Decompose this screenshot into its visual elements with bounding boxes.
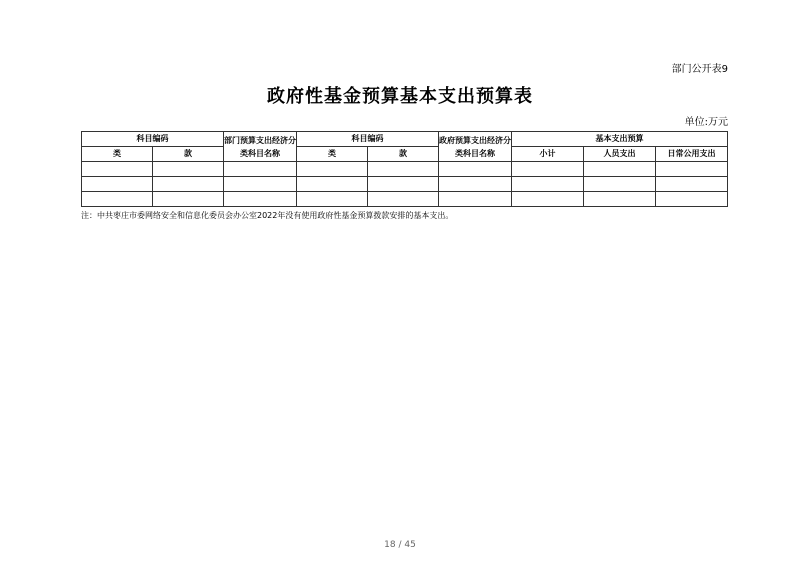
table-cell <box>153 192 224 207</box>
budget-table <box>81 131 728 207</box>
header-public: 日常公用支出 <box>656 147 728 162</box>
table-cell <box>368 162 439 177</box>
table-cell <box>368 177 439 192</box>
page-title: 政府性基金预算基本支出预算表 <box>267 86 533 107</box>
table-cell <box>656 192 728 207</box>
table-cell <box>656 162 728 177</box>
header-basic-budget: 基本支出预算 <box>512 132 728 147</box>
table-cell <box>439 177 512 192</box>
header-dept-econ-class: 部门预算支出经济分类科目名称 <box>224 132 297 162</box>
table-cell <box>297 192 368 207</box>
header-subtotal: 小计 <box>512 147 584 162</box>
header-lei-1: 类 <box>82 147 153 162</box>
table-cell <box>82 177 153 192</box>
table-cell <box>82 192 153 207</box>
table-cell <box>512 162 584 177</box>
table-cell <box>297 177 368 192</box>
table-cell <box>224 192 297 207</box>
table-cell <box>584 177 656 192</box>
header-kuan-2: 款 <box>368 147 439 162</box>
table-cell <box>439 192 512 207</box>
table-cell <box>82 162 153 177</box>
page-number: 18 / 45 <box>384 540 416 550</box>
table-cell <box>297 162 368 177</box>
table-cell <box>224 162 297 177</box>
table-cell <box>153 162 224 177</box>
table-cell <box>512 192 584 207</box>
header-subject-code-1: 科目编码 <box>82 132 224 147</box>
unit-label: 单位:万元 <box>684 117 728 128</box>
header-gov-econ-class: 政府预算支出经济分类科目名称 <box>439 132 512 162</box>
table-row <box>82 177 728 192</box>
header-row-2 <box>82 147 728 162</box>
table-cell <box>439 162 512 177</box>
header-personnel: 人员支出 <box>584 147 656 162</box>
table-cell <box>368 192 439 207</box>
table-cell <box>224 177 297 192</box>
footnote: 注：中共枣庄市委网络安全和信息化委员会办公室2022年没有使用政府性基金预算拨款安排的基本支出。 <box>81 211 454 220</box>
table-cell <box>153 177 224 192</box>
form-number: 部门公开表9 <box>671 64 728 75</box>
header-lei-2: 类 <box>297 147 368 162</box>
table-cell <box>512 177 584 192</box>
table-cell <box>584 192 656 207</box>
table-row <box>82 192 728 207</box>
table-cell <box>656 177 728 192</box>
table-cell <box>584 162 656 177</box>
header-kuan-1: 款 <box>153 147 224 162</box>
table-row <box>82 162 728 177</box>
header-subject-code-2: 科目编码 <box>297 132 439 147</box>
header-row-1 <box>82 132 728 147</box>
